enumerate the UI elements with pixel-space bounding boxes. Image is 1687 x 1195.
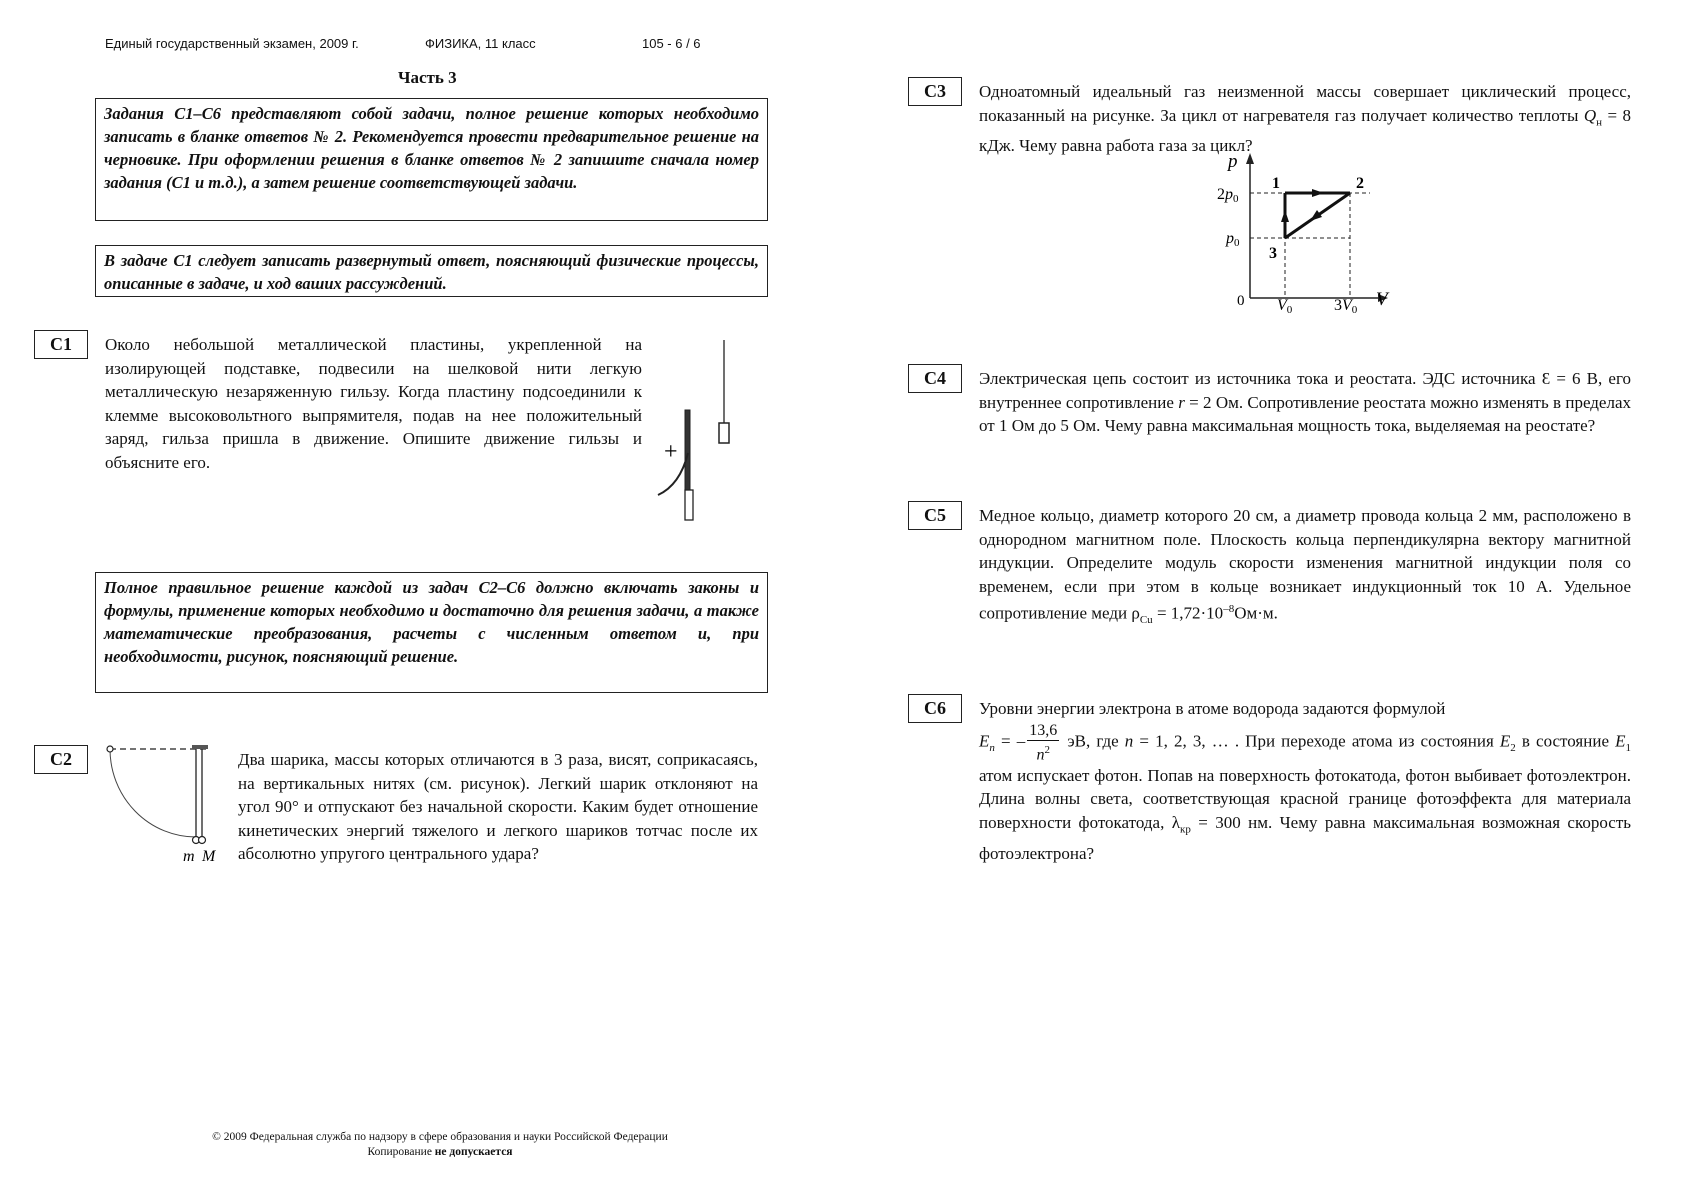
c5-rho-exp: –8 [1223, 603, 1235, 615]
header-exam: Единый государственный экзамен, 2009 г. [105, 36, 359, 51]
task-c4-text [979, 367, 1631, 438]
part-title: Часть 3 [398, 68, 457, 87]
c4-emf: Ɛ = 6 В [1541, 369, 1599, 388]
full-solution-box [95, 572, 768, 693]
c6-lambda-sub: кр [1179, 823, 1191, 836]
c6-text-b: эВ, где [1061, 731, 1125, 751]
c2-ball-deflected [107, 746, 113, 752]
c2-support [192, 745, 208, 749]
footer-copy-note [120, 1145, 760, 1160]
c2-label-m: m [183, 848, 195, 865]
c1-note-text: В задаче С1 следует записать развернутый ответ, поясняющий физические процессы, описанные в задаче, и ход ваших рассуждений. [104, 251, 759, 293]
c1-note-box [95, 245, 768, 297]
c3-tick-v0: V0 [1277, 297, 1293, 316]
c5-text-a: Медное кольцо, диаметр которого 20 см, а диаметр провода кольца 2 мм, расположено в однородном магнитном поле. Плоскость кольца перпендикулярна вектору магнитной индукции. Определите модуль скорости изменения магнитной индукции поля со временем, если при этом в кольце возникает индукционный ток 10 А. Удельное сопротивление меди [979, 506, 1631, 623]
c2-arc [110, 749, 196, 837]
task-c3-text [979, 80, 1631, 158]
header-subject: ФИЗИКА, 11 класс [425, 36, 536, 51]
c1-stand [685, 490, 693, 520]
c4-text-c: = 2 Ом. Сопротивление реостата можно изменять в пределах от 1 Ом до 5 Ом. Чему равна максимальная мощность тока, выделяемая на реостате? [979, 392, 1631, 435]
c3-label-p: p [1228, 151, 1238, 172]
c3-q-symbol: Q [1583, 105, 1597, 125]
footer-copy-b: не допускается [434, 1146, 513, 1158]
c1-plus-sign: + [664, 439, 678, 465]
footer-copy-a: Копирование [367, 1146, 435, 1158]
c5-rho-sub: Cu [1139, 614, 1153, 627]
c2-figure [100, 740, 225, 865]
header-page: 105 - 6 / 6 [642, 36, 701, 51]
c3-point-3: 3 [1269, 245, 1277, 262]
intro-box [95, 98, 768, 221]
task-c6-text [979, 697, 1631, 865]
c2-label-M: M [202, 848, 216, 865]
task-c5-text [979, 504, 1631, 633]
c6-e1-sub: 1 [1625, 741, 1632, 754]
c6-frac-den: n [1036, 745, 1045, 763]
c3-text-b: = 8 кДж. Чему равна работа газа за цикл? [979, 105, 1631, 156]
c3-arrow-up [1281, 210, 1289, 222]
c3-arrow-right [1312, 189, 1324, 197]
c4-text-b: , его внутреннее сопротивление [979, 369, 1632, 412]
c4-r-symbol: r [1178, 392, 1185, 412]
c1-sleeve [719, 423, 729, 443]
task-label-c2: С2 [34, 745, 88, 774]
task-c1-text: Около небольшой металлической пластины, укрепленной на изолирующей подставке, подвесили на шелковой нити легкую металлическую незаряженную гильзу. Когда пластину подсоединили к клемме высоковольтного выпрямителя, подав на нее положительный заряд, гильза пришла в движение. Опишите движение гильзы и объясните его. [105, 335, 642, 472]
c3-point-2: 2 [1356, 175, 1364, 192]
c6-text-f: = 300 нм. Чему равна максимальная возможная скорость фотоэлектрона? [979, 812, 1631, 863]
c6-frac-num: 13,6 [1029, 721, 1058, 739]
c3-origin: 0 [1237, 293, 1245, 309]
c6-text-e: атом испускает фотон. Попав на поверхность фотокатода, фотон выбивает фотоэлектрон. Длина волны света, соответствующая красной границе фотоэффекта для материала поверхности фотокатода, [979, 765, 1631, 832]
c3-label-v: V [1376, 289, 1388, 310]
c6-n-sub: n [989, 741, 995, 754]
c6-e2-symbol: E [1499, 731, 1511, 751]
c3-pv-graph [1210, 150, 1400, 320]
c3-arrow-down [1310, 210, 1322, 221]
c3-point-1: 1 [1272, 175, 1280, 192]
task-label-c5: С5 [908, 501, 962, 530]
c6-fraction [1027, 721, 1059, 764]
task-c2-text: Два шарика, массы которых отличаются в 3 раза, висят, соприкасаясь, на вертикальных нитях (см. рисунок). Легкий шарик отклоняют на угол 90° и отпускают без начальной скорости. Каким будет отношение кинетических энергий тяжелого и легкого шариков тотчас после их абсолютно упругого центрального удара? [238, 750, 758, 863]
c6-lambda: λ [1171, 812, 1180, 832]
c3-q-sub: н [1596, 115, 1603, 128]
c3-tick-p0: p0 [1226, 230, 1240, 249]
c5-rho-value: = 1,72·10 [1152, 603, 1224, 623]
task-label-c6: С6 [908, 694, 962, 723]
full-solution-text: Полное правильное решение каждой из задач С2–С6 должно включать законы и формулы, применение которых необходимо и достаточно для решения задачи, а также математические преобразования, расчеты с численным ответом и, при необходимости, рисунок, поясняющий решение. [104, 578, 759, 666]
task-label-c3: С3 [908, 77, 962, 106]
c4-text-a: Электрическая цепь состоит из источника тока и реостата. ЭДС источника [979, 369, 1542, 388]
task-label-c1: С1 [34, 330, 88, 359]
task-label-c4: С4 [908, 364, 962, 393]
c6-n-symbol: n [1124, 731, 1134, 751]
c3-tick-2p0: 2p0 [1217, 186, 1239, 205]
c5-text-b: Ом·м. [1234, 603, 1278, 623]
footer-copyright: © 2009 Федеральная служба по надзору в сфере образования и науки Российской Федерации [212, 1131, 668, 1143]
c3-tick-3v0: 3V0 [1334, 297, 1358, 316]
c3-text-a: Одноатомный идеальный газ неизменной массы совершает циклический процесс, показанный на рисунке. За цикл от нагревателя газ получает количество теплоты [979, 82, 1631, 125]
c6-eq: = – [994, 731, 1026, 751]
c6-e2-sub: 2 [1510, 741, 1516, 754]
c1-figure [650, 335, 740, 525]
c6-text-a: Уровни энергии электрона в атоме водорода задаются формулой [979, 699, 1446, 718]
c5-rho: ρ [1131, 603, 1140, 623]
c6-text-d: в состояние [1515, 731, 1616, 751]
intro-text: Задания С1–С6 представляют собой задачи, полное решение которых необходимо записать в бланке ответов № 2. Рекомендуется провести предварительное решение на черновике. При оформлении решения в бланке ответов № 2 запишите сначала номер задания (С1 и т.д.), а затем решение соответствующей задачи. [104, 104, 759, 192]
c2-ball-heavy [199, 837, 206, 844]
c6-frac-den-exp: 2 [1044, 743, 1050, 756]
c6-e-symbol: E [979, 731, 990, 751]
c6-e1-symbol: E [1615, 731, 1626, 751]
footer [120, 1130, 760, 1160]
c3-p-arrow [1246, 153, 1254, 164]
c6-text-c: = 1, 2, 3, … . При переходе атома из состояния [1133, 731, 1500, 751]
